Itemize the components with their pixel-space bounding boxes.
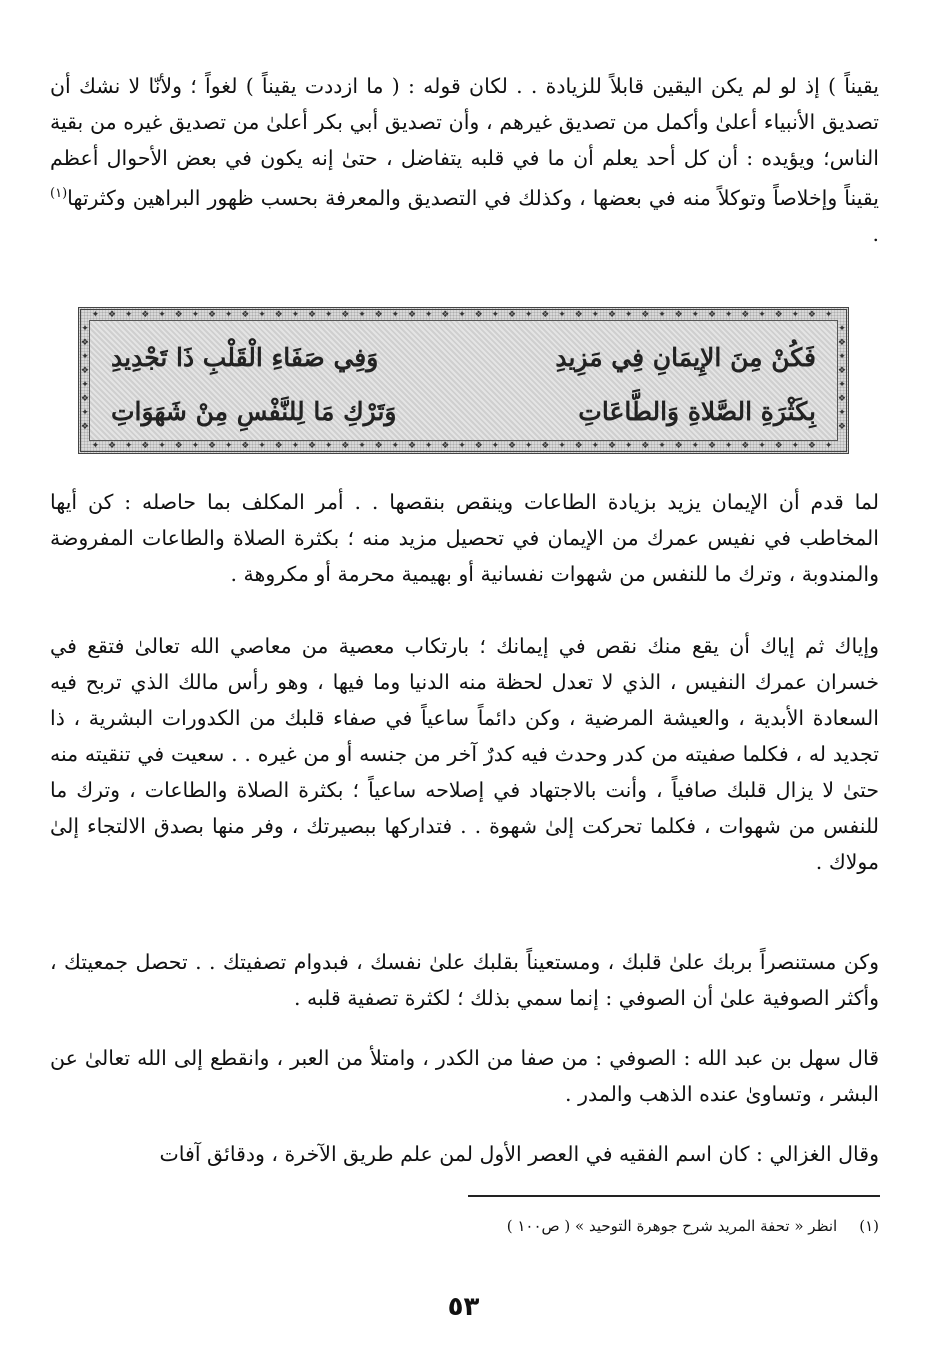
footnote	[420, 1215, 879, 1237]
poem-box	[78, 307, 849, 454]
paragraph-intro	[50, 68, 879, 252]
ornament-border-top: ✦ ❖ ✦ ❖ ✦ ❖ ✦ ❖ ✦ ❖ ✦ ❖ ✦ ❖ ✦ ❖ ✦ ❖ ✦ ❖ ✦ ❖ ✦ ❖ ✦ ❖ ✦ ❖ ✦ ❖ ✦ ❖ ✦ ❖ ✦ ❖ ✦ ❖ ✦ ❖ ✦ ❖ ✦ ❖ ✦	[91, 310, 836, 320]
footnote-text: انظر « تحفة المريد شرح جوهرة التوحيد » ( ص١٠٠ )	[506, 1217, 838, 1235]
paragraph-ghazali-quote: وقال الغزالي : كان اسم الفقيه في العصر الأول لمن علم طريق الآخرة ، ودقائق آفات	[159, 1142, 879, 1166]
ornament-border-right: ✦ ❖ ✦ ❖ ✦ ❖ ✦ ❖	[838, 324, 846, 432]
ornament-border-left: ✦ ❖ ✦ ❖ ✦ ❖ ✦ ❖	[81, 324, 89, 432]
paragraph-intro-text: يقيناً ) إذ لو لم يكن اليقين قابلاً للزيادة . . لكان قوله : ( ما ازددت يقيناً ) لغواً ؛ ولأنّا لا نشك أن تصديق الأنبياء أعلىٰ وأكمل من تصديق غيرهم ، وأن تصديق أبي بكر أعلىٰ من تصديق غيره من بقية الناس؛ ويؤيده : أن كل أحد يعلم أن ما في قلبه يتفاضل ، حتىٰ إنه يكون في بعض الأحوال أعظم يقيناً وإخلاصاً وتوكلاً منه في بعضها ، وكذلك في التصديق والمعرفة بحسب ظهور البراهين وكثرتها	[50, 74, 879, 210]
paragraph-commentary: لما قدم أن الإيمان يزيد بزيادة الطاعات وينقص بنقصها . . أمر المكلف بما حاصله : كن أيها المخاطب في نفيس عمرك من الإيمان في تحصيل مزيد منه ؛ بكثرة الصلاة والطاعات المفروضة والمندوبة ، وترك ما للنفس من شهوات نفسانية أو بهيمية محرمة أو مكروهة .	[50, 490, 879, 586]
footnote-marker: (١)	[859, 1217, 879, 1235]
paragraph-intro-end: .	[872, 221, 879, 246]
paragraph-sufi: وكن مستنصراً بربك علىٰ قلبك ، ومستعيناً بقلبك علىٰ نفسك ، فبدوام تصفيتك . . تحصل جمعيتك ، وأكثر الصوفية علىٰ أن الصوفي : إنما سمي بذلك ؛ لكثرة تصفية قلبه .	[50, 950, 879, 1010]
verse-2-first-hemistich: بِكَثْرَةِ الصَّلاةِ وَالطَّاعَاتِ	[578, 397, 816, 426]
poem-verse-1	[111, 334, 816, 382]
page-number: ٥٣	[447, 1292, 480, 1322]
verse-1-first-hemistich: فَكُنْ مِنَ الإِيمَانِ فِي مَزِيدِ	[555, 343, 816, 372]
footnote-reference[interactable]: (١)	[50, 186, 68, 201]
footnote-separator	[468, 1195, 880, 1197]
verse-2-second-hemistich: وَتَرْكِ مَا لِلنَّفْسِ مِنْ شَهَوَاتِ	[111, 397, 397, 426]
ornament-border-bottom: ✦ ❖ ✦ ❖ ✦ ❖ ✦ ❖ ✦ ❖ ✦ ❖ ✦ ❖ ✦ ❖ ✦ ❖ ✦ ❖ ✦ ❖ ✦ ❖ ✦ ❖ ✦ ❖ ✦ ❖ ✦ ❖ ✦ ❖ ✦ ❖ ✦ ❖ ✦ ❖ ✦ ❖ ✦ ❖ ✦	[91, 441, 836, 451]
paragraph-warning: وإياك ثم إياك أن يقع منك نقص في إيمانك ؛ بارتكاب معصية من معاصي الله تعالىٰ فتقع في خسران عمرك النفيس ، الذي لا تعدل لحظة منه الدنيا وما فيها ، وهو رأس مالك الذي تربح فيه السعادة الأبدية ، والعيشة المرضية ، وكن دائماً ساعياً في صفاء قلبك من الكدورات البشرية ، ذا تجديد له ، فكلما صفيته من كدر وحدث فيه كدرٌ آخر من جنسه أو من غيره . . سعيت في تنقيته منه حتىٰ لا يزال قلبك صافياً ، وأنت بالاجتهاد في إصلاحه ساعياً ؛ بكثرة الصلاة والطاعات ، وترك ما للنفس من شهوات ، فكلما تحركت إلىٰ شهوة . . فتداركها ببصيرتك ، وفر منها بصدق الالتجاء إلىٰ مولاك .	[50, 634, 880, 874]
verse-1-second-hemistich: وَفِي صَفَاءِ الْقَلْبِ ذَا تَجْدِيدِ	[111, 343, 379, 372]
paragraph-sahl-quote: قال سهل بن عبد الله : الصوفي : من صفا من الكدر ، وامتلأ من العبر ، وانقطع إلى الله تعالىٰ عن البشر ، وتساوىٰ عنده الذهب والمدر .	[50, 1046, 879, 1106]
poem-verse-2	[111, 388, 816, 436]
